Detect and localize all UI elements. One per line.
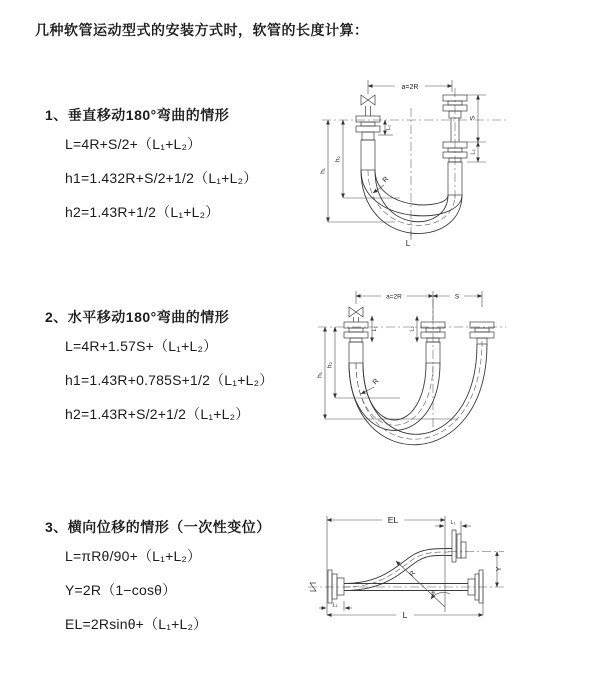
label-theta: θ <box>431 591 435 597</box>
label-h1: h₁ <box>319 168 327 174</box>
label-l1-bottom: L₁ <box>332 602 338 609</box>
dimension-el <box>327 515 445 615</box>
label-a2r: a=2R <box>386 293 402 301</box>
label-l: L <box>402 610 408 620</box>
flange-left <box>356 116 380 140</box>
section-1-heading: 1、垂直移动180°弯曲的情形 <box>45 107 230 123</box>
section-3 <box>45 515 271 641</box>
flange-right <box>470 322 494 344</box>
flange-right <box>468 570 483 603</box>
valve-icon <box>349 307 363 322</box>
label-s: S <box>454 293 460 301</box>
section-2-heading: 2、水平移动180°弯曲的情形 <box>45 309 230 325</box>
label-r: R <box>408 569 418 579</box>
label-a2r: a=2R <box>401 84 419 91</box>
dimension-s <box>433 292 482 301</box>
section-1 <box>45 103 257 229</box>
diagram-vertical-180 <box>300 68 570 253</box>
dimension-l <box>327 573 483 620</box>
label-y: Y <box>496 566 503 572</box>
dimension-l2 <box>410 316 418 342</box>
label-h1: h₁ <box>316 372 324 378</box>
formula-line: h2=1.43R+S/2+1/2（L₁+L₂） <box>65 406 250 422</box>
dimension-y <box>496 552 503 588</box>
formula-line: EL=2Rsinθ+（L₁+L₂） <box>65 616 208 632</box>
section-3-heading: 3、横向位移的情形（一次性变位） <box>45 519 271 535</box>
hose-centerline <box>344 552 452 587</box>
hose-curves <box>344 548 452 590</box>
label-l2: L₂ <box>470 149 477 155</box>
length-label <box>406 231 411 248</box>
label-l1: L₁ <box>386 125 392 130</box>
flange-upper-right <box>452 530 466 562</box>
label-el: EL <box>387 515 399 525</box>
braid-section-left <box>349 342 363 363</box>
radius-leader <box>396 561 445 607</box>
flange-left <box>328 570 344 603</box>
angle-theta <box>431 591 450 599</box>
label-h2: h₂ <box>334 155 342 163</box>
formula-line: h2=1.43R+1/2（L₁+L₂） <box>65 204 220 220</box>
hose-curves <box>361 170 462 234</box>
flange-left <box>344 322 368 342</box>
diagram-lateral <box>300 505 600 670</box>
dimension-l2 <box>471 142 479 162</box>
formula-line: L=πRθ/90+（L₁+L₂） <box>65 548 202 564</box>
label-l2: L₂ <box>409 326 416 332</box>
formula-line: L=4R+1.57S+（L₁+L₂） <box>65 338 218 354</box>
label-l1-top: L₁ <box>450 520 456 526</box>
braid-section-left <box>361 140 375 170</box>
label-r: R <box>381 175 391 185</box>
label-r: R <box>371 377 381 387</box>
dimension-l1-bottom <box>319 601 352 611</box>
valve-icon <box>361 95 375 116</box>
dimension-l1 <box>372 316 378 342</box>
dimension-h1 <box>317 327 459 419</box>
formula-line: Y=2R（1−cosθ） <box>65 582 177 598</box>
section-2 <box>45 305 273 431</box>
formula-line: h1=1.432R+S/2+1/2（L₁+L₂） <box>65 170 258 186</box>
dimension-a2r <box>368 80 452 94</box>
label-l: L <box>405 239 411 248</box>
label-s: S <box>469 115 477 121</box>
formula-line: L=4R+S/2+（L₁+L₂） <box>65 136 202 152</box>
formula-line: h1=1.43R+0.785S+1/2（L₁+L₂） <box>65 372 274 388</box>
page-title: 几种软管运动型式的安装方式时，软管的长度计算： <box>35 22 369 38</box>
hose-curves <box>349 344 487 445</box>
dimension-l1-top <box>435 520 471 534</box>
diagram-horizontal-180 <box>300 283 590 458</box>
label-h2: h₂ <box>326 361 334 369</box>
label-l1: L₁ <box>372 326 378 332</box>
